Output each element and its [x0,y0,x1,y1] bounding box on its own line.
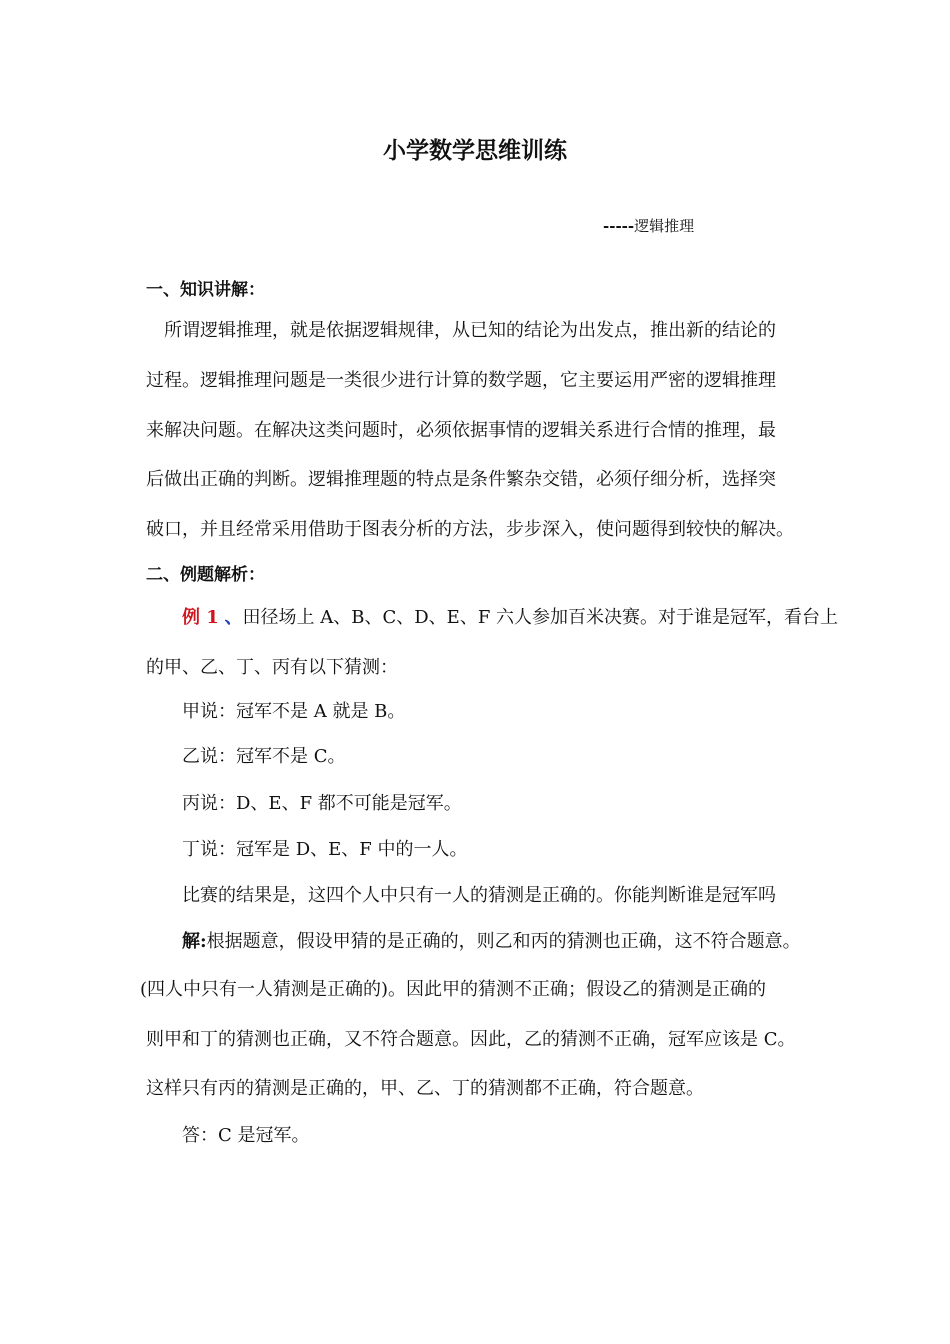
page-title: 小学数学思维训练 [383,137,567,164]
section1-line-5: 破口，并且经常采用借助于图表分析的方法，步步深入，使问题得到较快的解决。 [146,519,794,540]
section1-line-2: 过程。逻辑推理问题是一类很少进行计算的数学题，它主要运用严密的逻辑推理 [146,370,776,391]
example-line-2: 的甲、乙、丁、丙有以下猜测： [146,657,398,678]
guess-jia: 甲说：冠军不是 A 就是 B。 [182,701,406,722]
example-line-1 [182,606,838,630]
section1-line-1: 所谓逻辑推理，就是依据逻辑规律，从已知的结论为出发点，推出新的结论的 [164,320,776,341]
example-question: 比赛的结果是，这四个人中只有一人的猜测是正确的。你能判断谁是冠军吗 [182,885,776,906]
section1-line-3: 来解决问题。在解决这类问题时，必须依据事情的逻辑关系进行合情的推理，最 [146,420,776,441]
solution-line-1 [182,930,801,954]
example-text: 田径场上 A、B、C、D、E、F 六人参加百米决赛。对于谁是冠军，看台上 [242,607,839,628]
example-label: 例 1 [182,607,219,628]
solution-line-2: (四人中只有一人猜测是正确的)。因此甲的猜测不正确；假设乙的猜测是正确的 [140,979,767,1000]
section1-line-4: 后做出正确的判断。逻辑推理题的特点是条件繁杂交错，必须仔细分析，选择突 [146,469,776,490]
answer: 答：C 是冠军。 [182,1125,310,1146]
subtitle [603,214,694,238]
section2-heading: 二、例题解析： [146,565,265,585]
guess-bing: 丙说：D、E、F 都不可能是冠军。 [182,793,462,814]
solution-line-4: 这样只有丙的猜测是正确的，甲、乙、丁的猜测都不正确，符合题意。 [146,1078,704,1099]
solution-text: 根据题意，假设甲猜的是正确的，则乙和丙的猜测也正确，这不符合题意。 [206,931,801,952]
solution-line-3: 则甲和丁的猜测也正确，又不符合题意。因此，乙的猜测不正确，冠军应该是 C。 [146,1029,796,1050]
section1-heading: 一、知识讲解： [146,280,265,300]
subtitle-dashes: ----- [603,217,635,235]
guess-ding: 丁说：冠军是 D、E、F 中的一人。 [182,839,468,860]
example-separator: 、 [224,607,243,628]
solution-label: 解: [182,931,207,952]
subtitle-text: 逻辑推理 [634,217,695,235]
guess-yi: 乙说：冠军不是 C。 [182,746,346,767]
